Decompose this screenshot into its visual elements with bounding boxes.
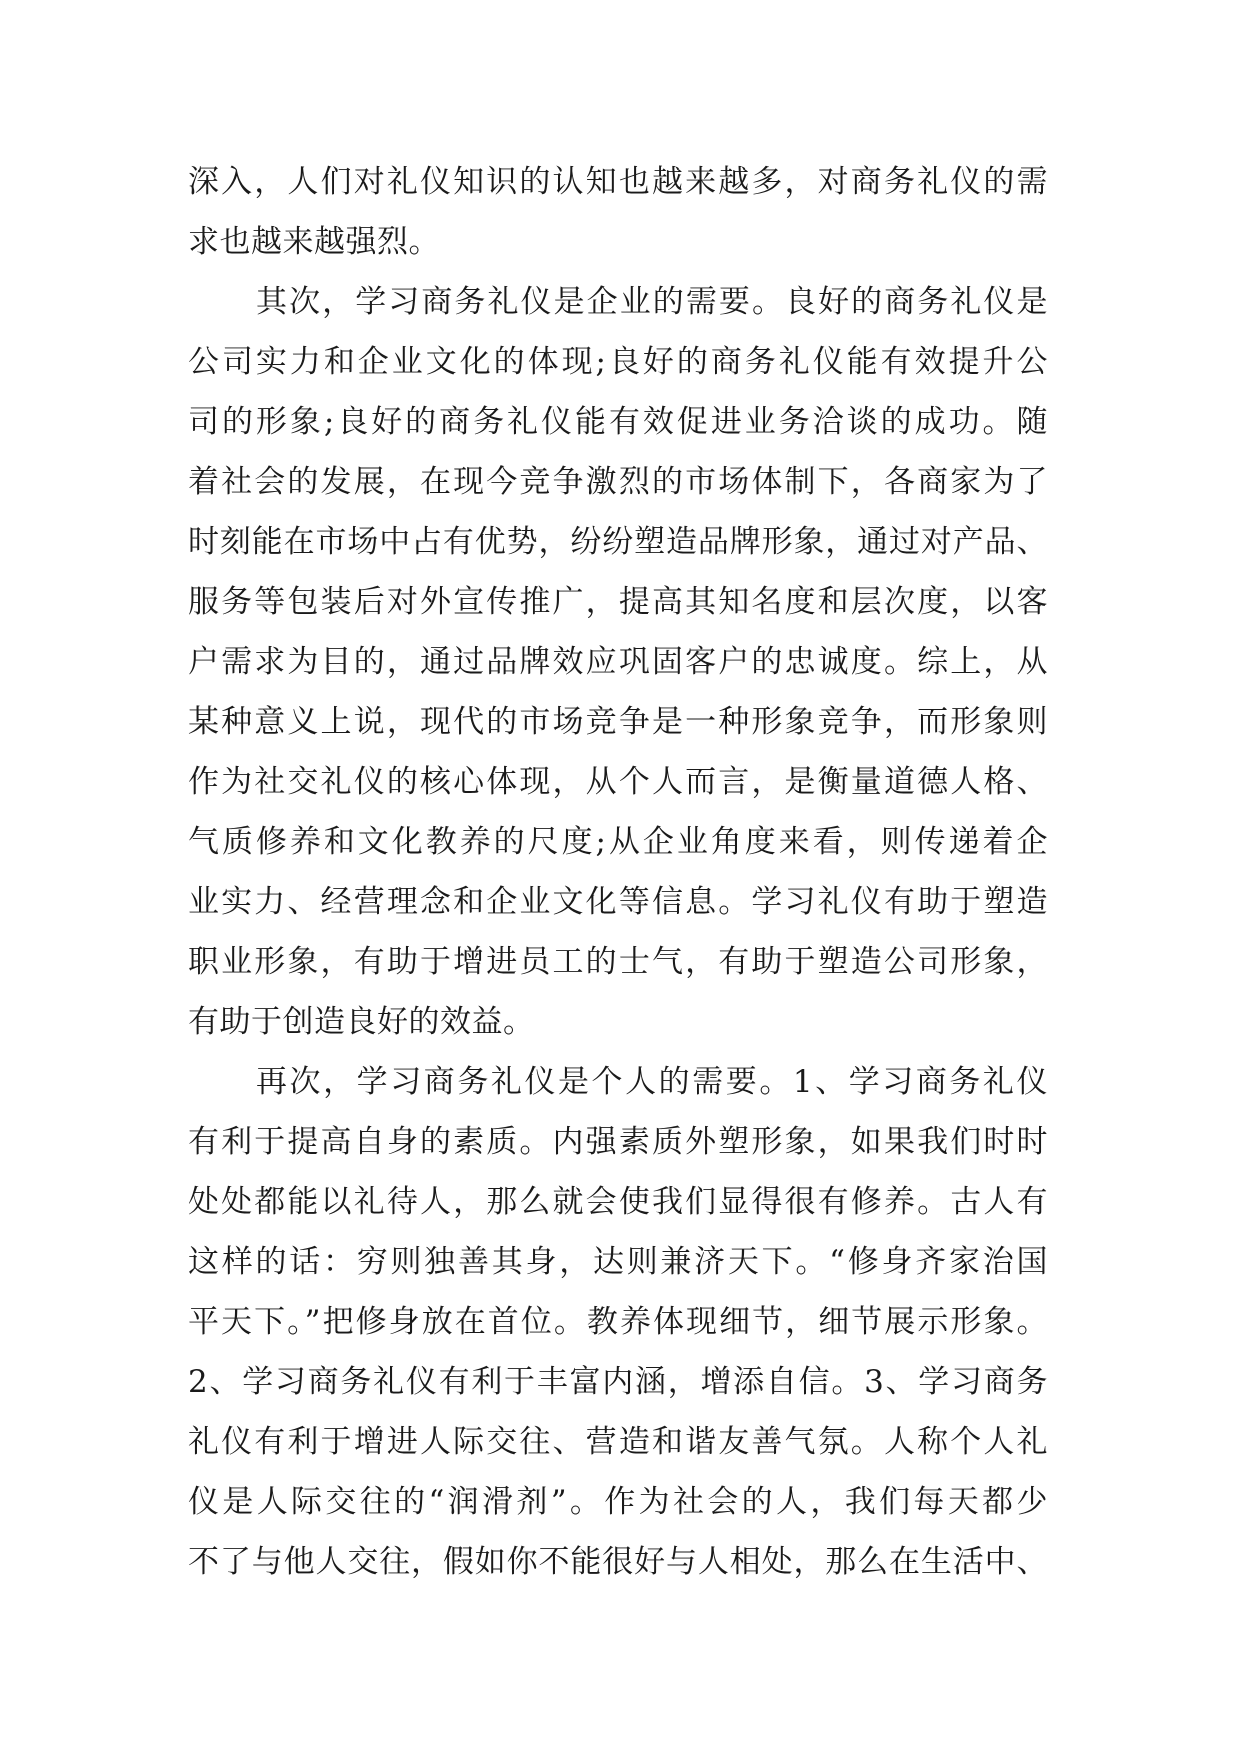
text-line: 有助于创造良好的效益。 [188, 1004, 535, 1040]
text-line: 不了与他人交往，假如你不能很好与人相处，那么在生活中、 [188, 1544, 1048, 1580]
text-line: 有利于提高自身的素质。内强素质外塑形象，如果我们时时 [188, 1124, 1048, 1160]
text-line: 某种意义上说，现代的市场竞争是一种形象竞争，而形象则 [188, 704, 1048, 740]
paragraph-first-line: 其次，学习商务礼仪是企业的需要。良好的商务礼仪是 [256, 284, 1048, 320]
text-line: 作为社交礼仪的核心体现，从个人而言，是衡量道德人格、 [188, 764, 1048, 800]
text-line: 2、学习商务礼仪有利于丰富内涵，增添自信。3、学习商务 [188, 1364, 1048, 1400]
text-line: 服务等包装后对外宣传推广，提高其知名度和层次度，以客 [188, 584, 1048, 620]
text-line: 这样的话：穷则独善其身，达则兼济天下。“修身齐家治国 [188, 1244, 1048, 1280]
text-line: 仪是人际交往的“润滑剂”。作为社会的人，我们每天都少 [188, 1484, 1048, 1520]
text-line: 业实力、经营理念和企业文化等信息。学习礼仪有助于塑造 [188, 884, 1048, 920]
text-line: 平天下。”把修身放在首位。教养体现细节，细节展示形象。 [188, 1304, 1048, 1340]
text-line: 司的形象;良好的商务礼仪能有效促进业务洽谈的成功。随 [188, 404, 1048, 440]
text-line: 处处都能以礼待人，那么就会使我们显得很有修养。古人有 [188, 1184, 1048, 1220]
text-line: 职业形象，有助于增进员工的士气，有助于塑造公司形象， [188, 944, 1048, 980]
text-line: 礼仪有利于增进人际交往、营造和谐友善气氛。人称个人礼 [188, 1424, 1048, 1460]
text-line: 公司实力和企业文化的体现;良好的商务礼仪能有效提升公 [188, 344, 1048, 380]
text-line: 气质修养和文化教养的尺度;从企业角度来看，则传递着企 [188, 824, 1048, 860]
text-line: 户需求为目的，通过品牌效应巩固客户的忠诚度。综上，从 [188, 644, 1048, 680]
text-line: 着社会的发展，在现今竞争激烈的市场体制下，各商家为了 [188, 464, 1048, 500]
text-line: 时刻能在市场中占有优势，纷纷塑造品牌形象，通过对产品、 [188, 524, 1048, 560]
text-line: 求也越来越强烈。 [188, 224, 440, 260]
paragraph-first-line: 再次，学习商务礼仪是个人的需要。1、学习商务礼仪 [256, 1064, 1048, 1100]
text-line: 深入，人们对礼仪知识的认知也越来越多，对商务礼仪的需 [188, 164, 1048, 200]
body-text [188, 152, 1048, 1592]
